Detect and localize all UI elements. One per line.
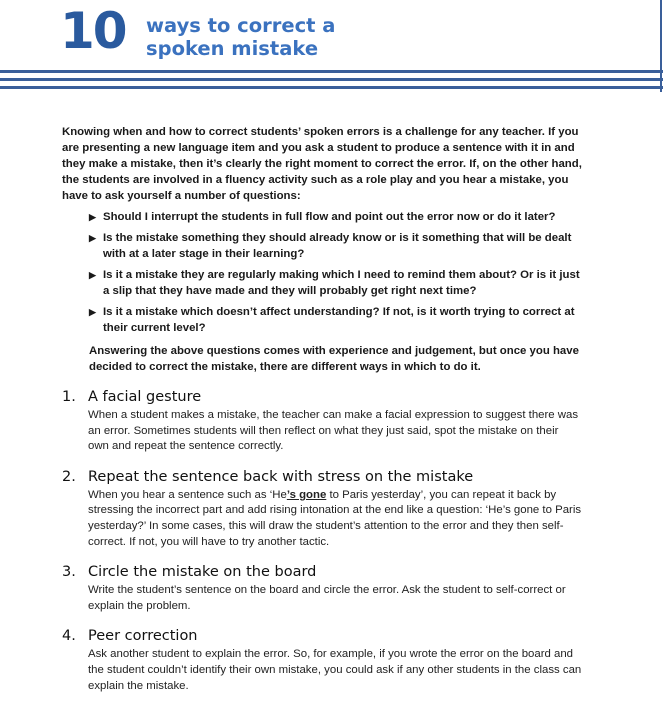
section-repeat-sentence bbox=[62, 467, 582, 550]
section-number: 4. bbox=[62, 628, 76, 645]
list-number: 10 bbox=[60, 2, 126, 60]
triangle-bullet-icon: ▶ bbox=[89, 233, 96, 243]
outro-paragraph: Answering the above questions comes with experience and judgement, but once you have decided to correct the mistake, there are different ways in which to do it. bbox=[89, 345, 579, 373]
triangle-bullet-icon: ▶ bbox=[89, 270, 96, 280]
list-item: ▶ Is it a mistake they are regularly making which I need to remind them about? Or is it just a slip that they have made and they will probably get right next time? bbox=[89, 269, 580, 297]
section-text: When you hear a sentence such as ‘He’s gone to Paris yesterday’, you can repeat it back by stressing the incorrect part and add rising intonation at the end like a question: ‘He’s gone to Paris yesterday?’ In some cases, this will draw the student’s attention to the error and they then self-correct. If not, you will have to try another tactic. bbox=[88, 488, 582, 548]
section-circle-mistake bbox=[62, 562, 582, 614]
triangle-bullet-icon: ▶ bbox=[89, 212, 96, 222]
header-rule-1 bbox=[0, 70, 663, 73]
question-list bbox=[62, 209, 582, 336]
section-heading: A facial gesture bbox=[88, 389, 202, 405]
stressed-word: ’s gone bbox=[286, 488, 327, 501]
section-text: When a student makes a mistake, the teacher can make a facial expression to suggest there was an error. Sometimes students will then reflect on what they just said, spot the mistake on their own and repeat the sentence correctly. bbox=[88, 409, 579, 453]
section-number: 3. bbox=[62, 564, 76, 581]
title-line-1: ways to correct a bbox=[146, 14, 336, 37]
title-line-2: spoken mistake bbox=[146, 37, 319, 60]
section-heading: Circle the mistake on the board bbox=[88, 564, 317, 581]
section-facial-gesture bbox=[62, 387, 582, 455]
section-number: 1. bbox=[62, 389, 76, 405]
list-item: ▶ Is it a mistake which doesn’t affect understanding? If not, is it worth trying to correct at their current level? bbox=[89, 306, 575, 334]
section-text: Write the student’s sentence on the board and circle the error. Ask the student to self-correct or explain the problem. bbox=[88, 584, 566, 612]
section-text: Ask another student to explain the error. So, for example, if you wrote the error on the board and the student couldn’t identify their own mistake, you could ask if any other students in the class can explain the mistake. bbox=[88, 648, 582, 692]
list-item: ▶ Is the mistake something they should already know or is it something that will be dealt with at a later stage in their learning? bbox=[89, 232, 572, 260]
page-title bbox=[146, 14, 335, 60]
section-peer-correction bbox=[62, 626, 582, 694]
triangle-bullet-icon: ▶ bbox=[89, 307, 96, 317]
section-heading: Peer correction bbox=[88, 628, 198, 645]
intro-paragraph: Knowing when and how to correct students’ spoken errors is a challenge for any teacher. If you are presenting a new language item and you ask a student to produce a sentence with it in and they make a mistake, then it’s clearly the right moment to correct the error. If, on the other hand, the students are involved in a fluency activity such as a role play and you hear a mistake, you have to ask yourself a number of questions: bbox=[62, 126, 582, 202]
header-rule-3 bbox=[0, 86, 663, 89]
header-rule-2 bbox=[0, 78, 663, 81]
article-body bbox=[62, 124, 582, 694]
list-item: ▶ Should I interrupt the students in full flow and point out the error now or do it later? bbox=[89, 211, 556, 223]
section-number: 2. bbox=[62, 468, 76, 485]
section-heading: Repeat the sentence back with stress on the mistake bbox=[88, 468, 474, 485]
